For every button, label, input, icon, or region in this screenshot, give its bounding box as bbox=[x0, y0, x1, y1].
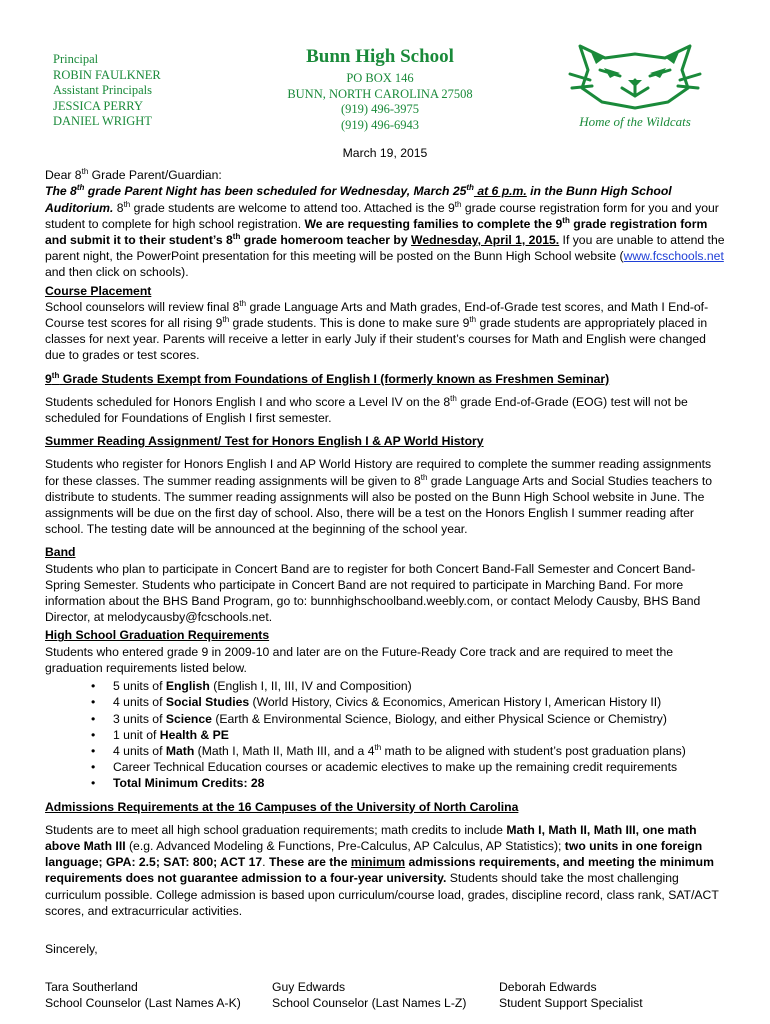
assistant-principal-2: DANIEL WRIGHT bbox=[53, 114, 152, 128]
principal-label: Principal bbox=[53, 52, 99, 66]
principal-name: ROBIN FAULKNER bbox=[53, 67, 161, 82]
exempt-heading: 9th Grade Students Exempt from Foundations of English I (formerly known as Freshmen Seminar) bbox=[45, 370, 610, 386]
graduation-heading: High School Graduation Requirements bbox=[45, 628, 270, 643]
list-item: • 1 unit of Health & PE bbox=[113, 727, 725, 743]
list-item: • 3 units of Science (Earth & Environmental Science, Biology, and either Physical Science or Chemistry) bbox=[113, 711, 725, 727]
signer: Tara Southerland School Counselor (Last Names A-K) bbox=[45, 980, 241, 1011]
greeting: Dear 8th Grade Parent/Guardian: bbox=[45, 167, 222, 183]
course-placement-heading: Course Placement bbox=[45, 283, 152, 298]
admissions-heading: Admissions Requirements at the 16 Campuses of the University of North Carolina bbox=[45, 799, 519, 814]
phone-1: (919) 496-3975 bbox=[340, 102, 420, 116]
admissions-text: Students are to meet all high school graduation requirements; math credits to include Math I, Math II, Math III, one math above Math III (e.g. Advanced Modeling & Functions, Pre-Calculus, AP Calculus, AP Statistics); two units in one foreign language; GPA: 2.5; SAT: 800; ACT 17. These are the minimum admissions requirements, and meeting the minimum requirements does not guarantee admission to a four-year university. Students should take the most challenging curriculum possible. College admission is based upon curriculum/course load, grades, discipline record, class rank, SAT/ACT scores, and extracurricular activities. bbox=[45, 822, 719, 918]
city-state: BUNN, NORTH CAROLINA 27508 bbox=[287, 86, 473, 101]
band-text: Students who plan to participate in Concert Band are to register for both Concert Band-Fall Semester and Concert Band-Spring Semester. Students who participate in Concert Band are not required to participate in Marching Band. For more information about the BHS Band Program, go to: bunnhighschoolband.weebly.com, or contact Melody Causby, BHS Band Director, at melodycausby@fcschools.net. bbox=[45, 561, 701, 625]
assistant-principal-1: JESSICA PERRY bbox=[53, 98, 143, 113]
fcschools-link[interactable]: www.fcschools.net bbox=[623, 249, 724, 264]
signatures bbox=[45, 979, 725, 1011]
list-item: • Career Technical Education courses or academic electives to make up the remaining credit requirements bbox=[113, 759, 725, 775]
administration-list bbox=[53, 52, 161, 130]
exempt-text: Students scheduled for Honors English I and who score a Level IV on the 8th grade End-of-Grade (EOG) test will not be scheduled for Foundations of English I first semester. bbox=[45, 393, 688, 426]
phone-2: (919) 496-6943 bbox=[340, 117, 420, 132]
list-item: • Total Minimum Credits: 28 bbox=[113, 775, 725, 791]
assistants-label: Assistant Principals bbox=[53, 83, 152, 97]
letterhead bbox=[0, 0, 770, 140]
signer: Deborah Edwards Student Support Specialist bbox=[499, 980, 643, 1011]
letter-body bbox=[45, 145, 725, 1012]
school-name: Bunn High School bbox=[306, 46, 454, 67]
wildcat-logo-icon bbox=[560, 40, 710, 110]
closing: Sincerely, bbox=[45, 941, 98, 956]
graduation-requirements-list bbox=[45, 678, 725, 791]
letter-date: March 19, 2015 bbox=[342, 146, 428, 160]
school-tagline: Home of the Wildcats bbox=[579, 114, 691, 129]
graduation-intro: Students who entered grade 9 in 2009-10 and later are on the Future-Ready Core track and are required to meet the graduation requirements listed below. bbox=[45, 644, 674, 675]
intro-paragraph: The 8th grade Parent Night has been scheduled for Wednesday, March 25th at 6 p.m. in the Bunn High School Auditorium. 8th grade students are welcome to attend too. Attached is the 9th grade course registration form for you and your student to complete for high school registration. We are requesting families to complete the 9th grade registration form and submit it to their student’s 8th grade homeroom teacher by Wednesday, April 1, 2015. If you are unable to attend the parent night, the PowerPoint presentation for this meeting will be posted on the Bunn High School website (www.fcschools.net and then click on schools). bbox=[45, 183, 725, 280]
po-box: PO BOX 146 bbox=[346, 71, 414, 85]
course-placement-text: School counselors will review final 8th grade Language Arts and Math grades, End-of-Grade test scores, and Math I End-of-Course test scores for all rising 9th grade students. This is done to make sure 9th grade students are appropriately placed in classes for next year. Parents will receive a letter in early July if their student’s courses for Math and English were changed due to grades or test scores. bbox=[45, 298, 709, 363]
summer-reading-text: Students who register for Honors English I and AP World History are required to complete the summer reading assignments for these classes. The summer reading assignments will be given to 8th grade Language Arts and Social Studies teachers to distribute to students. The summer reading assignments will also be posted on the Bunn High School website in June. The assignments will be due on the first day of school. Also, there will be a test on the Honors English I summer reading after school. The testing date will be announced at the beginning of the school year. bbox=[45, 457, 712, 537]
band-heading: Band bbox=[45, 545, 76, 560]
list-item: • 4 units of Social Studies (World History, Civics & Economics, American History I, American History II) bbox=[113, 694, 725, 710]
signer: Guy Edwards School Counselor (Last Names L-Z) bbox=[272, 980, 467, 1011]
school-info bbox=[270, 45, 490, 133]
list-item: • 4 units of Math (Math I, Math II, Math III, and a 4th math to be aligned with student’s post graduation plans) bbox=[113, 743, 725, 759]
registration-deadline: Wednesday, April 1, 2015. bbox=[411, 233, 560, 248]
list-item: • 5 units of English (English I, II, III, IV and Composition) bbox=[113, 678, 725, 694]
summer-reading-heading: Summer Reading Assignment/ Test for Honors English I & AP World History bbox=[45, 434, 484, 449]
